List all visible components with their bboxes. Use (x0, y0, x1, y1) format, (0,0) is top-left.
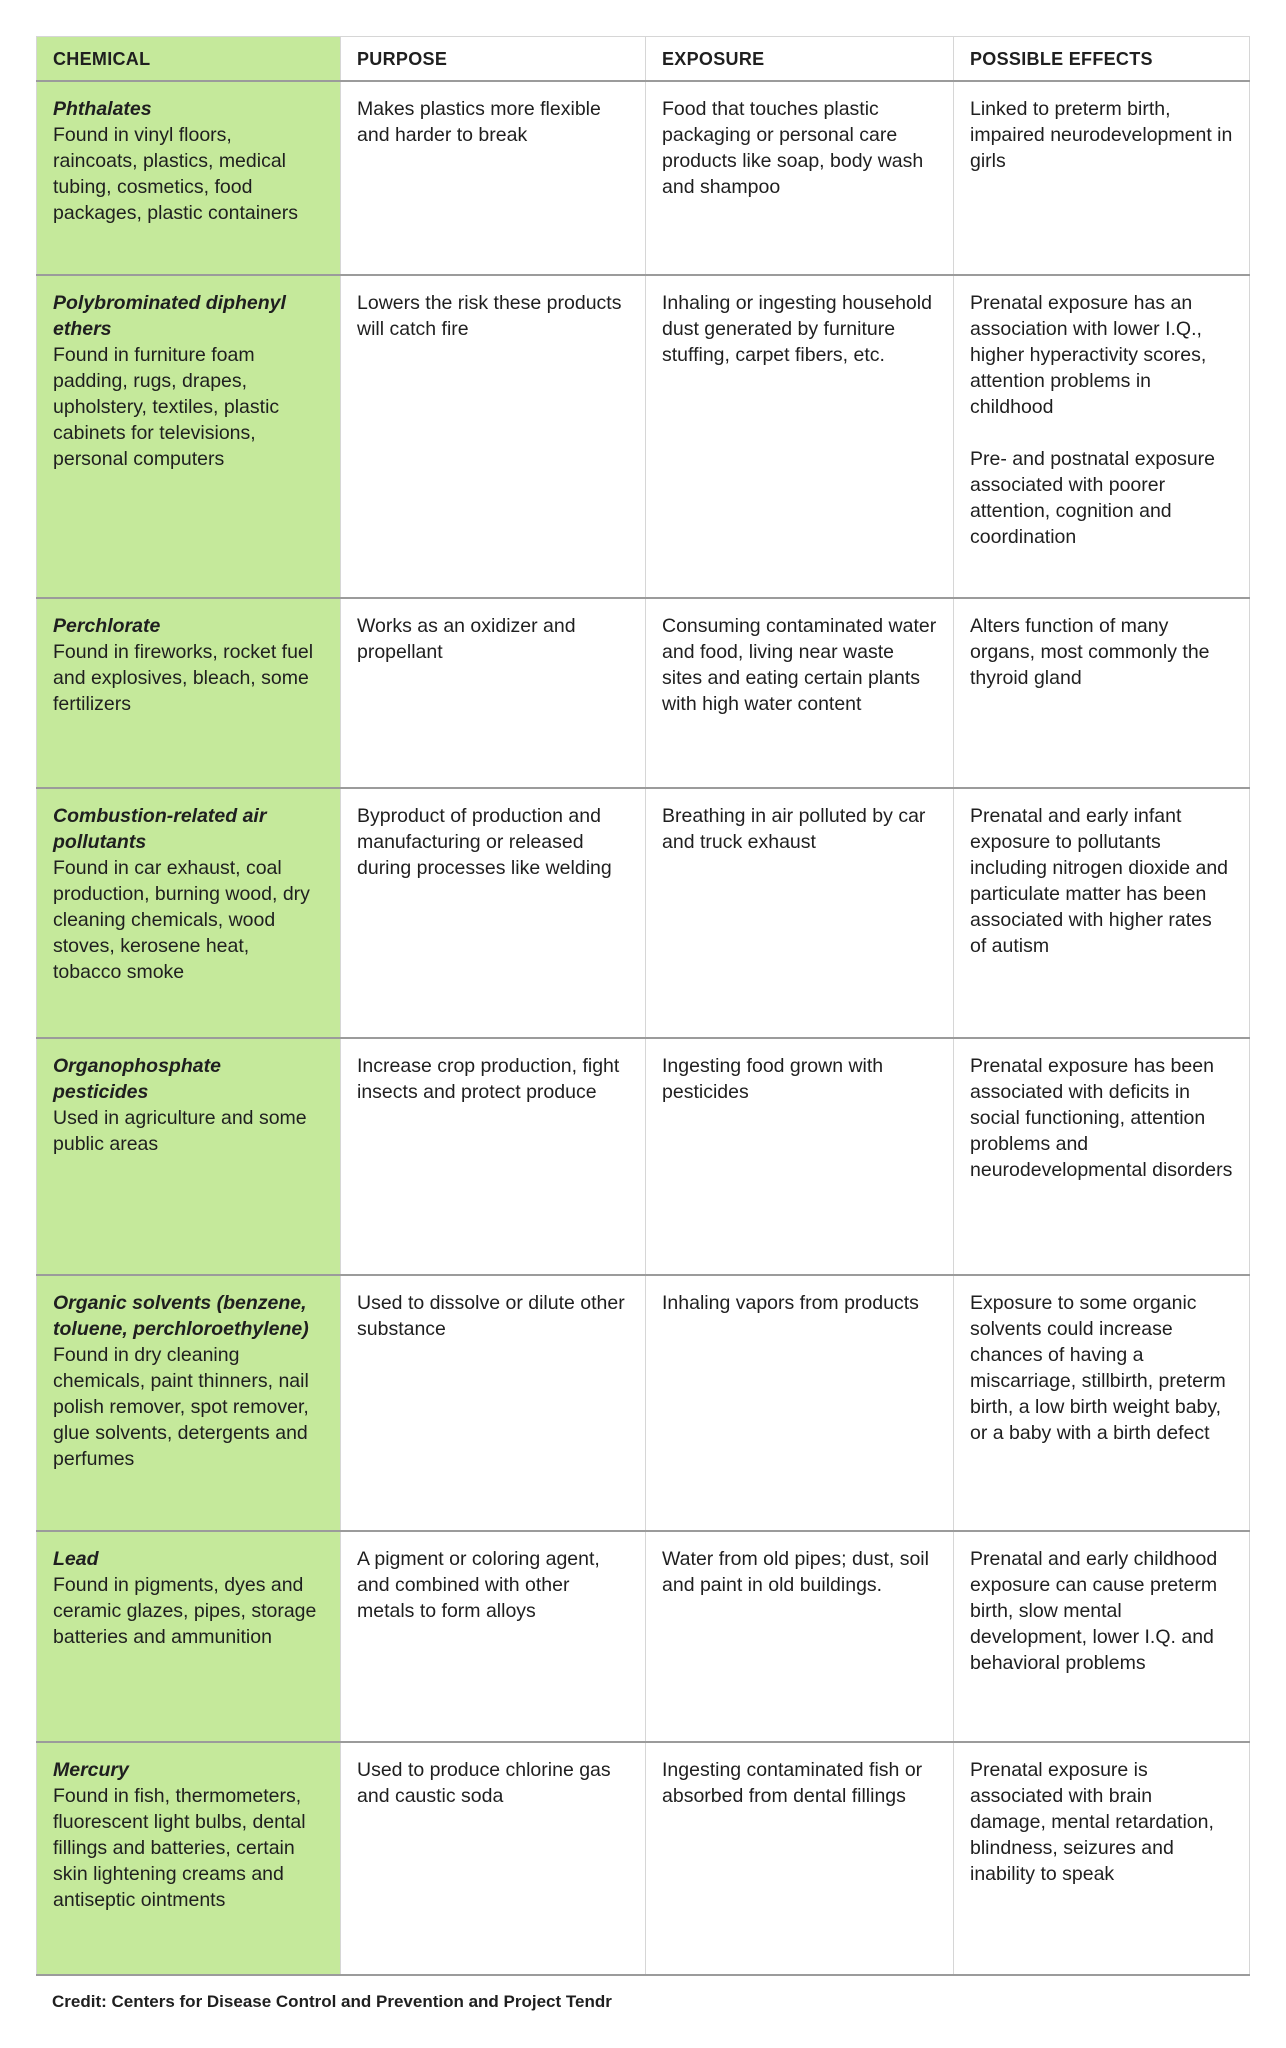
table-row (37, 81, 1250, 275)
chemical-source: Found in vinyl floors, raincoats, plastics, medical tubing, cosmetics, food packages, plastic containers (53, 123, 298, 224)
chemical-cell (37, 598, 341, 788)
effects-cell (954, 275, 1250, 598)
header-effects: POSSIBLE EFFECTS (954, 37, 1250, 81)
table-row (37, 275, 1250, 598)
chemical-source: Found in dry cleaning chemicals, paint thinners, nail polish remover, spot remover, glue solvents, detergents and perfumes (53, 1343, 309, 1470)
chemical-name: Organic solvents (benzene, toluene, perchloroethylene) (53, 1291, 309, 1340)
effects-text: Alters function of many organs, most commonly the thyroid gland (970, 614, 1210, 689)
chemical-source: Used in agriculture and some public areas (53, 1106, 307, 1155)
effects-cell (954, 1275, 1250, 1531)
chemical-cell (37, 81, 341, 275)
chemical-effects-table (36, 36, 1250, 1976)
chemical-name: Lead (53, 1547, 99, 1570)
header-exposure: EXPOSURE (646, 37, 954, 81)
table-row (37, 1038, 1250, 1275)
chemical-source: Found in pigments, dyes and ceramic glazes, pipes, storage batteries and ammunition (53, 1573, 317, 1648)
chemical-cell (37, 1531, 341, 1742)
exposure-cell: Consuming contaminated water and food, living near waste sites and eating certain plants with high water content (646, 598, 954, 788)
exposure-cell: Ingesting food grown with pesticides (646, 1038, 954, 1275)
exposure-cell: Inhaling vapors from products (646, 1275, 954, 1531)
effects-text: Prenatal exposure has been associated with deficits in social functioning, attention problems and neurodevelopmental disorders (970, 1054, 1233, 1181)
effects-text: Pre- and postnatal exposure associated with poorer attention, cognition and coordination (970, 447, 1215, 548)
chemical-source: Found in furniture foam padding, rugs, drapes, upholstery, textiles, plastic cabinets for televisions, personal computers (53, 343, 280, 470)
effects-cell (954, 81, 1250, 275)
chemical-source: Found in fish, thermometers, fluorescent light bulbs, dental fillings and batteries, certain skin lightening creams and antiseptic ointments (53, 1784, 306, 1911)
chemical-name: Perchlorate (53, 614, 161, 637)
effects-text: Linked to preterm birth, impaired neurodevelopment in girls (970, 97, 1233, 172)
exposure-cell: Breathing in air polluted by car and truck exhaust (646, 788, 954, 1038)
chemical-name: Combustion-related air pollutants (53, 804, 267, 853)
chemical-name: Mercury (53, 1758, 129, 1781)
chemical-source: Found in car exhaust, coal production, burning wood, dry cleaning chemicals, wood stoves, kerosene heat, tobacco smoke (53, 856, 310, 983)
purpose-cell: A pigment or coloring agent, and combined with other metals to form alloys (341, 1531, 646, 1742)
chemical-cell (37, 1742, 341, 1975)
chemical-table-container (36, 36, 1249, 1976)
purpose-cell: Increase crop production, fight insects and protect produce (341, 1038, 646, 1275)
purpose-cell: Used to produce chlorine gas and caustic soda (341, 1742, 646, 1975)
effects-cell (954, 1742, 1250, 1975)
table-row (37, 1742, 1250, 1975)
table-header-row (37, 37, 1250, 81)
effects-text: Prenatal exposure has an association with lower I.Q., higher hyperactivity scores, attention problems in childhood (970, 291, 1207, 418)
table-row (37, 598, 1250, 788)
chemical-cell (37, 275, 341, 598)
chemical-name: Phthalates (53, 97, 152, 120)
chemical-cell (37, 788, 341, 1038)
effects-text: Prenatal and early childhood exposure can cause preterm birth, slow mental development, lower I.Q. and behavioral problems (970, 1547, 1218, 1674)
purpose-cell: Used to dissolve or dilute other substance (341, 1275, 646, 1531)
table-row (37, 788, 1250, 1038)
chemical-source: Found in fireworks, rocket fuel and explosives, bleach, some fertilizers (53, 640, 314, 715)
chemical-name: Polybrominated diphenyl ethers (53, 291, 286, 340)
credit-line: Credit: Centers for Disease Control and Prevention and Project Tendr (52, 1992, 612, 2011)
chemical-cell (37, 1038, 341, 1275)
chemical-cell (37, 1275, 341, 1531)
exposure-cell: Inhaling or ingesting household dust generated by furniture stuffing, carpet fibers, etc. (646, 275, 954, 598)
header-purpose: PURPOSE (341, 37, 646, 81)
effects-cell (954, 598, 1250, 788)
chemical-name: Organophosphate pesticides (53, 1054, 221, 1103)
exposure-cell: Food that touches plastic packaging or personal care products like soap, body wash and shampoo (646, 81, 954, 275)
exposure-cell: Water from old pipes; dust, soil and paint in old buildings. (646, 1531, 954, 1742)
purpose-cell: Byproduct of production and manufacturing or released during processes like welding (341, 788, 646, 1038)
purpose-cell: Works as an oxidizer and propellant (341, 598, 646, 788)
effects-cell (954, 1531, 1250, 1742)
purpose-cell: Makes plastics more flexible and harder to break (341, 81, 646, 275)
table-row (37, 1275, 1250, 1531)
effects-text: Exposure to some organic solvents could increase chances of having a miscarriage, stillbirth, preterm birth, a low birth weight baby, or a baby with a birth defect (970, 1291, 1226, 1444)
table-row (37, 1531, 1250, 1742)
effects-cell (954, 1038, 1250, 1275)
exposure-cell: Ingesting contaminated fish or absorbed from dental fillings (646, 1742, 954, 1975)
purpose-cell: Lowers the risk these products will catch fire (341, 275, 646, 598)
effects-cell (954, 788, 1250, 1038)
effects-text: Prenatal and early infant exposure to pollutants including nitrogen dioxide and particulate matter has been associated with higher rates of autism (970, 804, 1229, 957)
effects-text: Prenatal exposure is associated with brain damage, mental retardation, blindness, seizures and inability to speak (970, 1758, 1214, 1885)
header-chemical: CHEMICAL (37, 37, 341, 81)
